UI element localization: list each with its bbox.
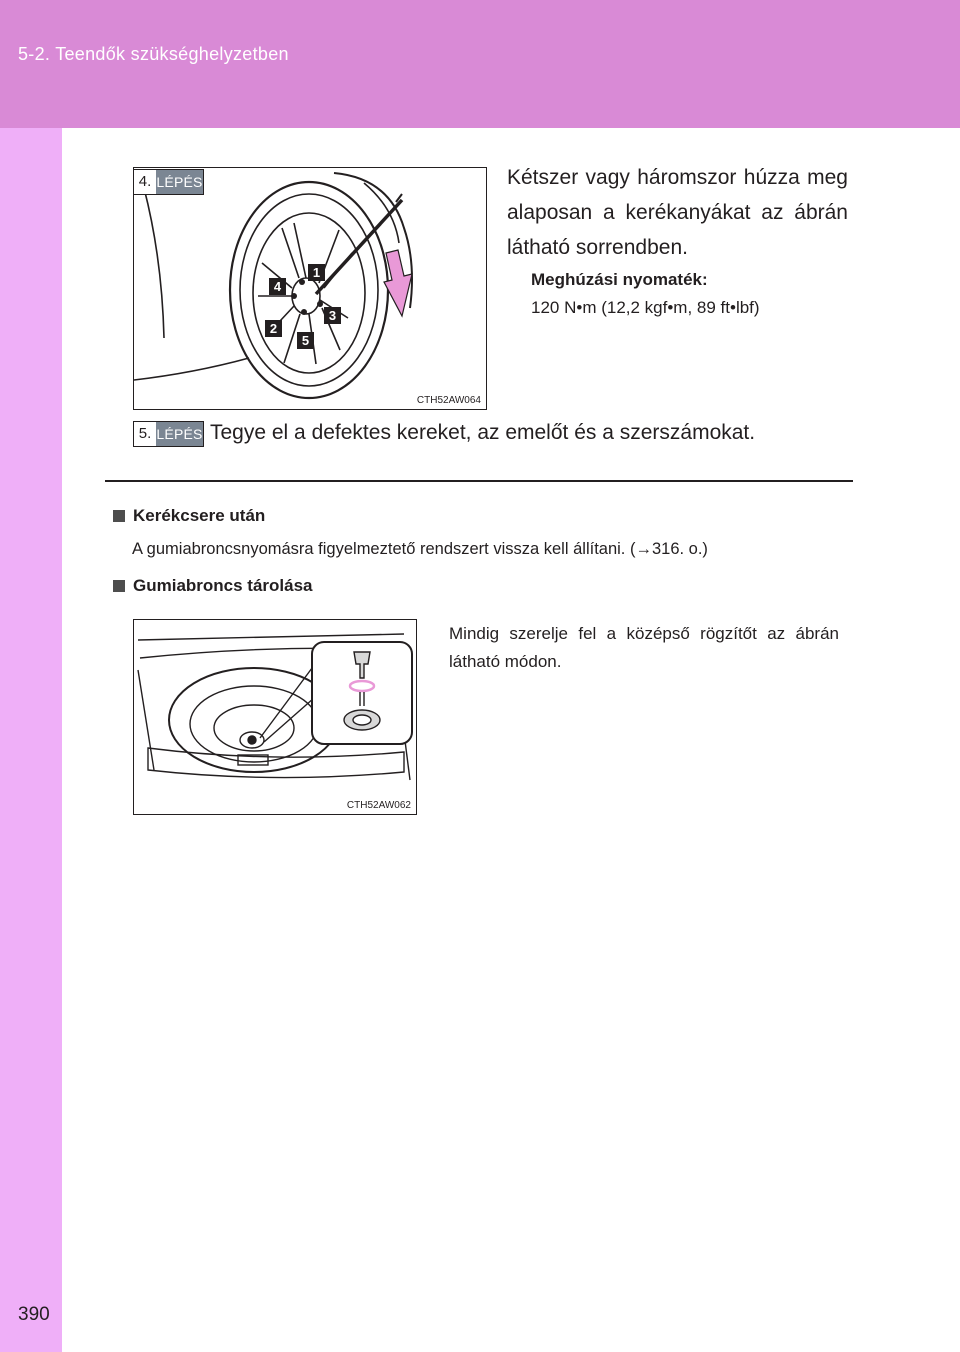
step-4-text: Kétszer vagy háromszor húzza meg alaposan a kerékanyákat az ábrán látható sorrendben. xyxy=(507,166,848,259)
wheel-illustration xyxy=(134,168,486,409)
step-label: LÉPÉS xyxy=(156,422,203,446)
torque-heading: Meghúzási nyomaték: xyxy=(531,270,708,289)
figure-code: CTH52AW062 xyxy=(346,800,411,811)
nut-label-5: 5 xyxy=(301,333,310,348)
section-heading-after-change xyxy=(113,506,265,526)
figure-code: CTH52AW064 xyxy=(416,395,481,406)
section-body-after-change: A gumiabroncsnyomásra figyelmeztető rendszert vissza kell állítani. (→316. o.) xyxy=(132,540,708,558)
step-4-badge xyxy=(133,169,204,195)
step-label: LÉPÉS xyxy=(156,170,203,194)
wheel-nut-tightening-figure xyxy=(133,167,487,410)
trunk-illustration xyxy=(134,620,416,814)
step-number: 4. xyxy=(134,170,156,194)
step-5-badge xyxy=(133,421,204,447)
section-divider xyxy=(105,480,853,482)
step-number: 5. xyxy=(134,422,156,446)
nut-label-3: 3 xyxy=(328,308,337,323)
nut-label-1: 1 xyxy=(312,265,321,280)
torque-value: 120 N•m (12,2 kgf•m, 89 ft•lbf) xyxy=(531,298,760,317)
spare-tire-storage-figure xyxy=(133,619,417,815)
storage-text: Mindig szerelje fel a középső rögzítőt az ábrán látható módon. xyxy=(449,624,839,671)
section-title: Gumiabroncs tárolása xyxy=(133,576,313,595)
step-5-text: Tegye el a defektes kereket, az emelőt és a szerszámokat. xyxy=(210,421,756,444)
nut-label-2: 2 xyxy=(269,321,278,336)
section-heading-storage xyxy=(113,576,313,596)
square-bullet-icon xyxy=(113,580,125,592)
breadcrumb: 5-2. Teendők szükséghelyzetben xyxy=(18,44,289,64)
page-header xyxy=(0,0,960,128)
nut-label-4: 4 xyxy=(273,279,282,294)
side-band xyxy=(0,0,62,1352)
square-bullet-icon xyxy=(113,510,125,522)
section-title: Kerékcsere után xyxy=(133,506,266,525)
page-number: 390 xyxy=(18,1304,50,1325)
